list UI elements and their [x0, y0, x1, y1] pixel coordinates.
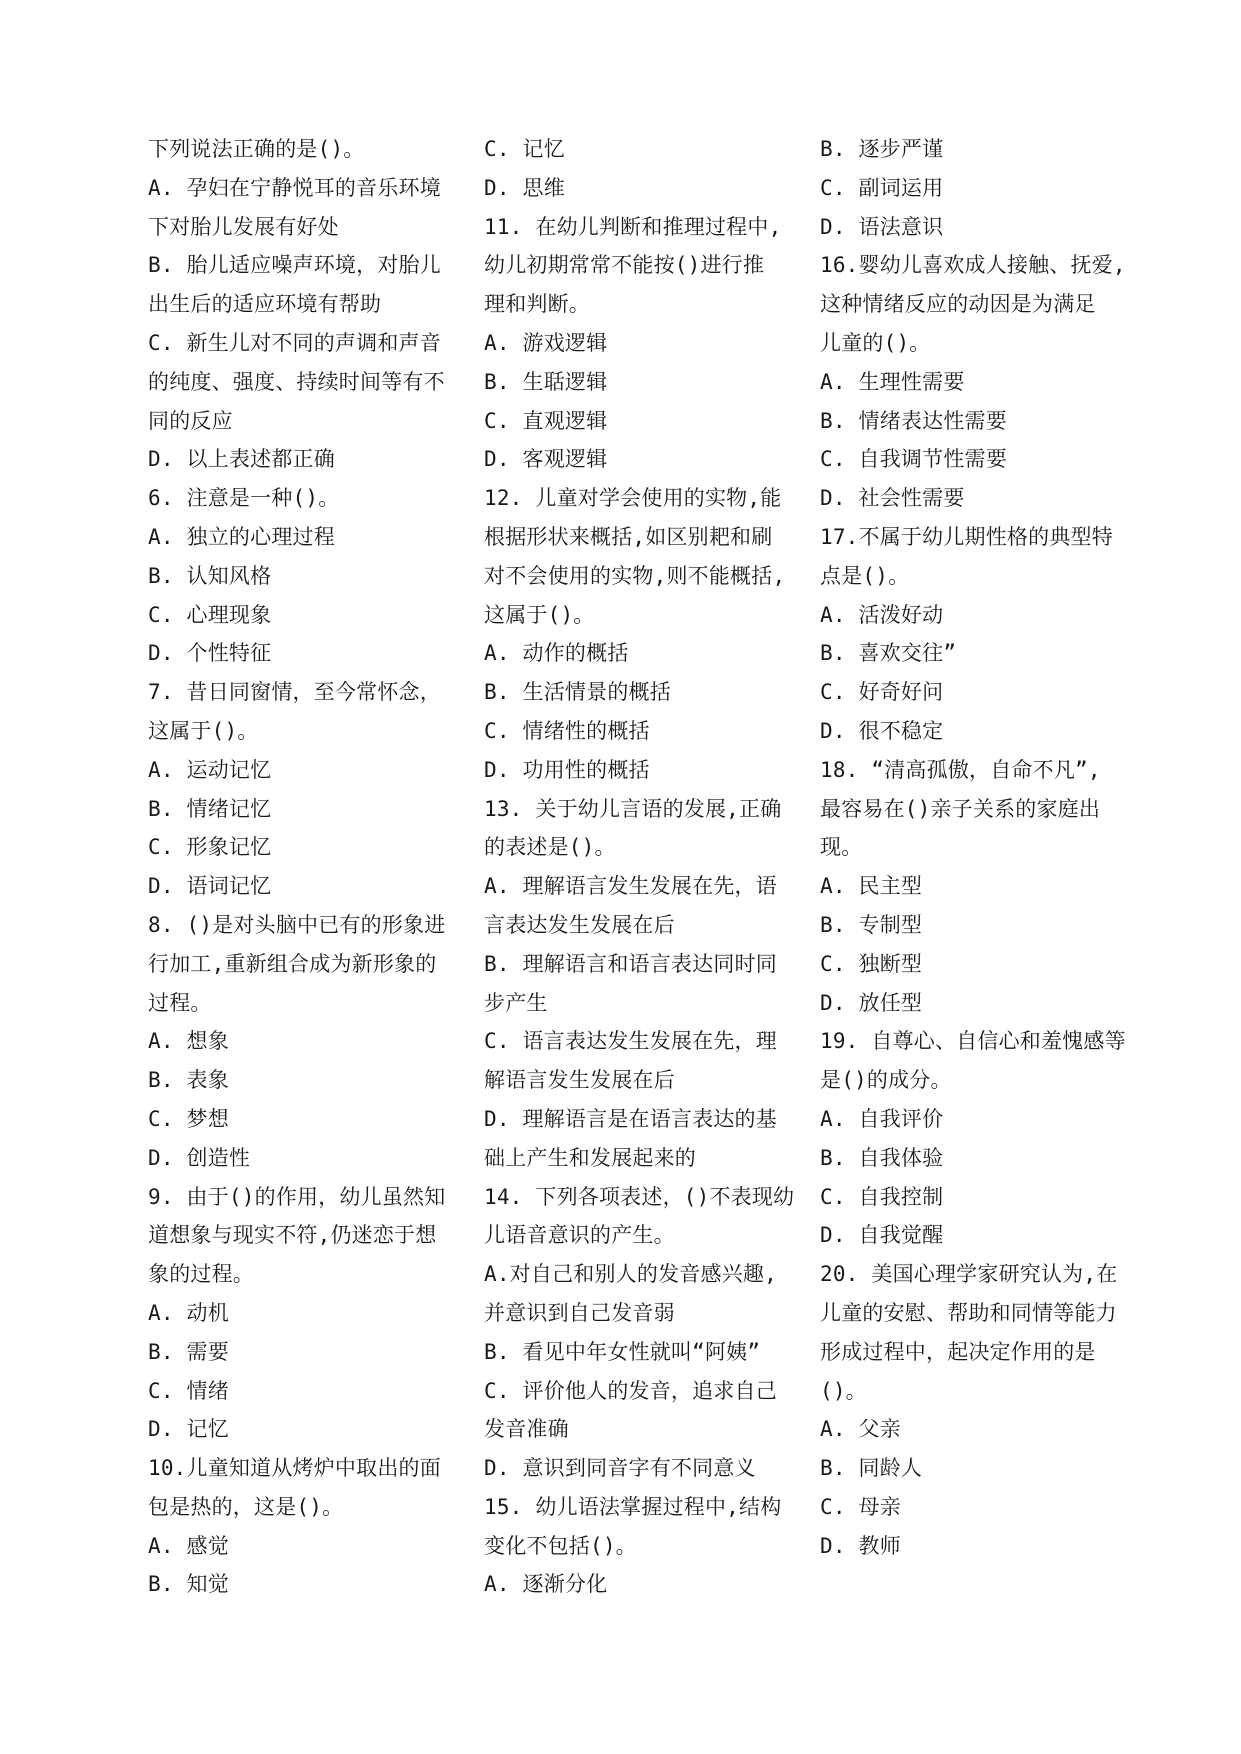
- text-line: 儿语音意识的产生。: [484, 1223, 675, 1248]
- text-line: B. 情绪表达性需要: [820, 408, 1007, 433]
- text-line: D. 以上表述都正确: [148, 447, 335, 472]
- text-line: B. 逐步严谨: [820, 137, 944, 161]
- text-line: 12. 儿童对学会使用的实物,能: [484, 486, 782, 511]
- text-line: A. 生理性需要: [820, 369, 965, 394]
- text-line: C. 评价他人的发音，追求自己: [484, 1378, 777, 1403]
- text-line: C. 自我控制: [820, 1184, 944, 1209]
- text-line: A. 独立的心理过程: [148, 524, 335, 549]
- text-line: A. 感觉: [148, 1533, 229, 1558]
- text-line: B. 理解语言和语言表达同时同: [484, 951, 777, 976]
- text-line: A. 想象: [148, 1029, 229, 1054]
- text-line: A. 逐渐分化: [484, 1572, 608, 1597]
- text-line: 13. 关于幼儿言语的发展,正确: [484, 796, 782, 821]
- text-line: B. 喜欢交往”: [820, 641, 957, 666]
- text-line: C. 新生儿对不同的声调和声音: [148, 330, 441, 355]
- text-line: B. 同龄人: [820, 1456, 923, 1481]
- text-line: 这属于()。: [148, 718, 259, 743]
- text-line: C. 形象记忆: [148, 835, 272, 860]
- text-line: D. 功用性的概括: [484, 757, 650, 782]
- text-line: A. 父亲: [820, 1417, 901, 1442]
- text-line: 并意识到自己发音弱: [484, 1300, 675, 1325]
- text-line: A. 孕妇在宁静悦耳的音乐环境: [148, 175, 441, 200]
- text-line: A. 活泼好动: [820, 602, 944, 627]
- text-line: C. 情绪性的概括: [484, 718, 650, 743]
- text-line: 象的过程。: [148, 1262, 254, 1287]
- text-line: 现。: [820, 835, 863, 860]
- text-line: D. 语词记忆: [148, 874, 272, 899]
- text-column-middle: [484, 130, 794, 1604]
- text-line: 这属于()。: [484, 602, 595, 627]
- text-line: 8. ()是对头脑中已有的形象进: [148, 912, 446, 937]
- text-line: 幼儿初期常常不能按()进行推: [484, 253, 765, 278]
- text-line: 包是热的，这是()。: [148, 1494, 344, 1519]
- text-line: 6. 注意是一种()。: [148, 486, 340, 511]
- text-line: D. 理解语言是在语言表达的基: [484, 1106, 777, 1131]
- text-line: B. 认知风格: [148, 563, 272, 588]
- text-line: D. 客观逻辑: [484, 447, 608, 472]
- text-line: C. 情绪: [148, 1378, 229, 1403]
- text-line: B. 表象: [148, 1068, 229, 1093]
- text-line: 出生后的适应环境有帮助: [148, 292, 382, 317]
- text-line: 道想象与现实不符,仍迷恋于想: [148, 1223, 437, 1248]
- text-line: 根据形状来概括,如区别耙和刷: [484, 524, 773, 549]
- text-line: C. 好奇好问: [820, 680, 944, 705]
- text-line: B. 情绪记忆: [148, 796, 272, 821]
- text-line: 20. 美国心理学家研究认为,在: [820, 1262, 1118, 1287]
- text-line: D. 社会性需要: [820, 486, 965, 511]
- text-line: 下列说法正确的是()。: [148, 137, 365, 161]
- text-line: C. 直观逻辑: [484, 408, 608, 433]
- text-line: 步产生: [484, 990, 548, 1015]
- text-line: D. 放任型: [820, 990, 923, 1015]
- text-line: 的纯度、强度、持续时间等有不: [148, 369, 445, 394]
- text-line: 发音准确: [484, 1417, 569, 1442]
- text-line: B. 需要: [148, 1339, 229, 1364]
- text-line: 下对胎儿发展有好处: [148, 214, 339, 239]
- text-line: A. 游戏逻辑: [484, 330, 608, 355]
- text-line: A. 自我评价: [820, 1106, 944, 1131]
- text-line: C. 独断型: [820, 951, 923, 976]
- text-line: C. 自我调节性需要: [820, 447, 1007, 472]
- text-line: 点是()。: [820, 563, 910, 588]
- text-line: 16.婴幼儿喜欢成人接触、抚爱,: [820, 253, 1126, 278]
- text-line: D. 创造性: [148, 1145, 251, 1170]
- text-line: B. 胎儿适应噪声环境，对胎儿: [148, 253, 441, 278]
- text-line: 础上产生和发展起来的: [484, 1145, 696, 1170]
- text-line: D. 记忆: [148, 1417, 229, 1442]
- text-line: D. 语法意识: [820, 214, 944, 239]
- text-line: B. 自我体验: [820, 1145, 944, 1170]
- text-line: B. 生活情景的概括: [484, 680, 671, 705]
- text-line: B. 知觉: [148, 1572, 229, 1597]
- text-line: 对不会使用的实物,则不能概括,: [484, 563, 786, 588]
- text-line: 11. 在幼儿判断和推理过程中,: [484, 214, 782, 239]
- text-line: D. 自我觉醒: [820, 1223, 944, 1248]
- text-line: C. 语言表达发生发展在先，理: [484, 1029, 777, 1054]
- text-line: 14. 下列各项表述，()不表现幼: [484, 1184, 795, 1209]
- text-line: 同的反应: [148, 408, 233, 433]
- text-line: 是()的成分。: [820, 1068, 952, 1093]
- text-line: C. 梦想: [148, 1106, 229, 1131]
- text-line: A. 动作的概括: [484, 641, 629, 666]
- text-line: 形成过程中，起决定作用的是: [820, 1339, 1096, 1364]
- text-line: 10.儿童知道从烤炉中取出的面: [148, 1456, 441, 1481]
- text-line: 言表达发生发展在后: [484, 912, 675, 937]
- text-line: A. 运动记忆: [148, 757, 272, 782]
- text-line: B. 生聒逻辑: [484, 369, 608, 394]
- text-line: D. 教师: [820, 1533, 901, 1558]
- text-line: A. 动机: [148, 1300, 229, 1325]
- text-line: A. 民主型: [820, 874, 923, 899]
- text-line: B. 专制型: [820, 912, 923, 937]
- text-line: 变化不包括()。: [484, 1533, 637, 1558]
- text-line: 最容易在()亲子关系的家庭出: [820, 796, 1101, 821]
- text-line: D. 个性特征: [148, 641, 272, 666]
- text-line: C. 心理现象: [148, 602, 272, 627]
- text-line: 的表述是()。: [484, 835, 616, 860]
- text-line: 15. 幼儿语法掌握过程中,结构: [484, 1494, 782, 1519]
- text-line: 这种情绪反应的动因是为满足: [820, 292, 1096, 317]
- text-line: 行加工,重新组合成为新形象的: [148, 951, 437, 976]
- text-line: 17.不属于幼儿期性格的典型特: [820, 524, 1113, 549]
- text-column-left: [148, 130, 458, 1604]
- text-line: D. 思维: [484, 175, 565, 200]
- text-line: ()。: [820, 1378, 867, 1403]
- text-line: 过程。: [148, 990, 212, 1015]
- text-line: A.对自己和别人的发音感兴趣,: [484, 1262, 777, 1287]
- text-line: 儿童的安慰、帮助和同情等能力: [820, 1300, 1117, 1325]
- text-line: 解语言发生发展在后: [484, 1068, 675, 1093]
- text-line: B. 看见中年女性就叫“阿姨”: [484, 1339, 761, 1364]
- text-line: C. 副词运用: [820, 175, 944, 200]
- text-line: C. 记忆: [484, 137, 565, 161]
- text-line: 儿童的()。: [820, 330, 931, 355]
- text-line: A. 理解语言发生发展在先，语: [484, 874, 777, 899]
- text-line: D. 很不稳定: [820, 718, 944, 743]
- text-line: 7. 昔日同窗情，至今常怀念，: [148, 680, 441, 705]
- text-column-right: [820, 130, 1130, 1565]
- text-line: 18. “清高孤傲，自命不凡”,: [820, 757, 1101, 782]
- text-line: 9. 由于()的作用，幼儿虽然知: [148, 1184, 446, 1209]
- text-line: C. 母亲: [820, 1494, 901, 1519]
- text-line: 理和判断。: [484, 292, 590, 317]
- text-line: 19. 自尊心、自信心和羞愧感等: [820, 1029, 1126, 1054]
- text-line: D. 意识到同音字有不同意义: [484, 1456, 756, 1481]
